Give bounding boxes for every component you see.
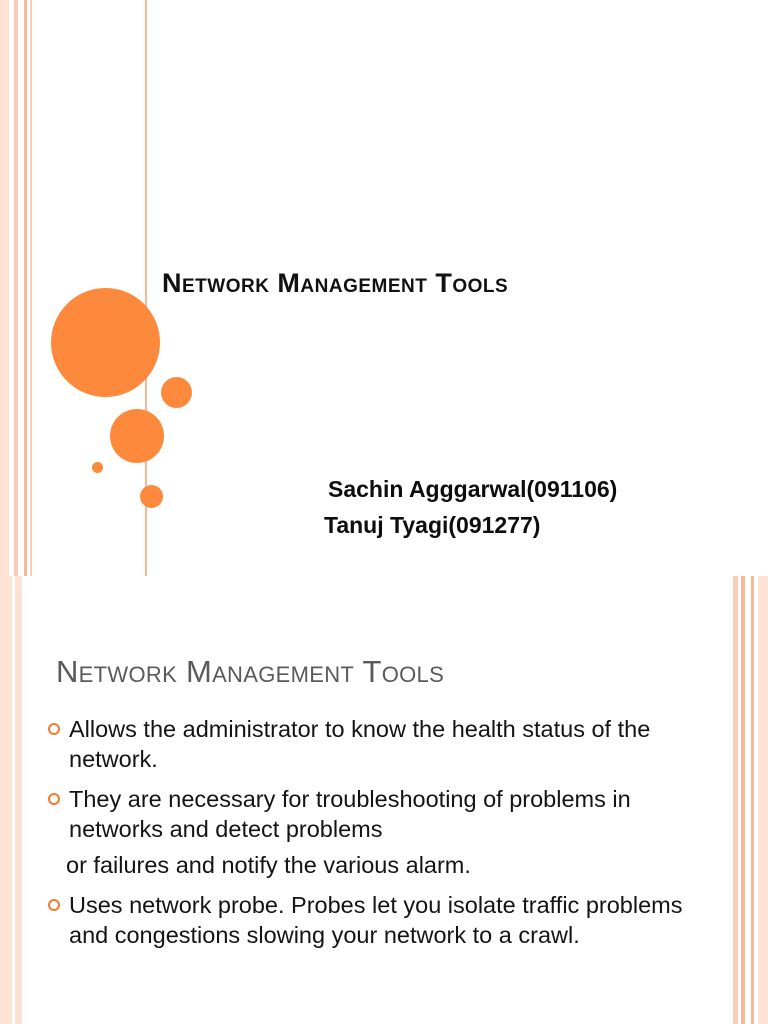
bullet-continuation-text: or failures and notify the various alarm. [66,852,471,878]
bullet-item [46,714,686,774]
small-circle-decoration [161,377,192,408]
decorative-stripe [15,576,22,1024]
bullet-circle-icon [48,899,60,911]
bullet-circle-icon [48,723,60,735]
bullet-circle-icon [48,793,60,805]
content-slide [0,576,768,1024]
bullet-text: Uses network probe. Probes let you isolate traffic problems and congestions slowing your network to a crawl. [69,892,683,948]
author-name: Sachin Agggarwal(091106) [328,476,618,502]
slide-title: Network Management Tools [56,654,445,689]
author-name: Tanuj Tyagi(091277) [324,512,541,538]
decorative-stripe [758,576,768,1024]
decorative-stripe [24,0,27,576]
slide-title: Network Management Tools [162,268,509,298]
small-circle-decoration [140,485,163,508]
medium-circle-decoration [110,409,164,463]
decorative-stripe [0,576,12,1024]
bullet-item [46,784,686,844]
bullet-item [46,890,686,950]
bullet-text: Allows the administrator to know the health status of the network. [69,716,651,772]
tiny-circle-decoration [92,462,103,473]
decorative-stripe [0,0,9,576]
bullet-list [46,714,686,950]
bullet-text: They are necessary for troubleshooting of problems in networks and detect problems [69,786,631,842]
decorative-stripe [30,0,32,576]
large-circle-decoration [51,288,160,397]
